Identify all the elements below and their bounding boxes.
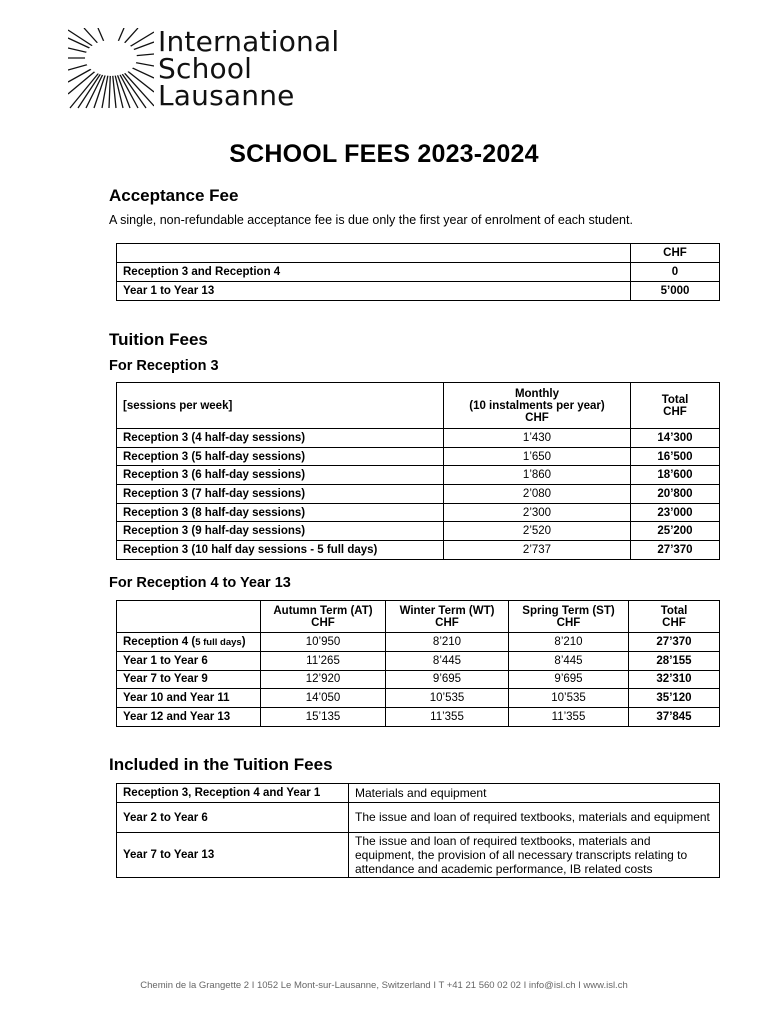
row-total: 37’845 [629, 708, 720, 727]
row-monthly: 2’737 [444, 541, 631, 560]
row-total: 27’370 [631, 541, 720, 560]
row-label: Reception 3 and Reception 4 [117, 263, 631, 282]
row-text: The issue and loan of required textbooks, materials and equipment [349, 803, 720, 833]
row-monthly: 2’080 [444, 485, 631, 504]
table-row [117, 670, 720, 689]
monthly-header [444, 383, 631, 429]
row-total: 18’600 [631, 466, 720, 485]
row-label: Reception 3 (10 half day sessions - 5 full days) [117, 541, 444, 560]
row-label: Year 7 to Year 13 [117, 833, 349, 878]
reception4-heading: For Reception 4 to Year 13 [109, 575, 291, 591]
row-label-main: Reception 4 ( [123, 635, 196, 648]
row-total: 23’000 [631, 503, 720, 522]
row-total: 25’200 [631, 522, 720, 541]
row-autumn: 11’265 [261, 651, 386, 670]
row-label: Year 1 to Year 13 [117, 282, 631, 301]
row-label: Reception 3, Reception 4 and Year 1 [117, 784, 349, 803]
row-label: Reception 3 (5 half-day sessions) [117, 447, 444, 466]
r4-total-header [629, 601, 720, 633]
logo-line-2: School [158, 52, 253, 85]
row-spring: 8’210 [509, 633, 629, 652]
total-header [631, 383, 720, 429]
winter-term-header-line2: CHF [435, 616, 459, 629]
monthly-header-line2: (10 instalments per year) [469, 399, 605, 412]
table-row [117, 263, 720, 282]
row-monthly: 1’860 [444, 466, 631, 485]
spring-term-header [509, 601, 629, 633]
row-total: 27’370 [629, 633, 720, 652]
row-spring: 9’695 [509, 670, 629, 689]
row-label: Year 2 to Year 6 [117, 803, 349, 833]
row-label: Reception 3 (8 half-day sessions) [117, 503, 444, 522]
row-text: The issue and loan of required textbooks, materials and equipment, the provision of all necessary transcripts relating to attendance and academic performance, IB related costs [349, 833, 720, 878]
row-monthly: 1’650 [444, 447, 631, 466]
row-label: Year 12 and Year 13 [117, 708, 261, 727]
logo-wordmark [158, 25, 340, 112]
reception3-table [116, 382, 720, 560]
row-label: Year 10 and Year 11 [117, 689, 261, 708]
acceptance-text: A single, non-refundable acceptance fee is due only the first year of enrolment of each student. [109, 213, 633, 227]
monthly-header-line1: Monthly [514, 387, 560, 400]
row-spring: 8’445 [509, 651, 629, 670]
spring-term-header-line2: CHF [556, 616, 581, 629]
row-total: 20’800 [631, 485, 720, 504]
page-title: SCHOOL FEES 2023-2024 [229, 140, 539, 168]
table-row [117, 447, 720, 466]
school-logo [68, 25, 388, 112]
sunburst-logo-icon [68, 28, 154, 110]
page-footer: Chemin de la Grangette 2 I 1052 Le Mont-sur-Lausanne, Switzerland I T +41 21 560 02 02 I info@isl.ch I www.isl.ch [140, 980, 628, 991]
winter-term-header-line1: Winter Term (WT) [399, 604, 495, 617]
row-winter: 11’355 [386, 708, 509, 727]
row-label: Reception 3 (9 half-day sessions) [117, 522, 444, 541]
logo-line-3: Lausanne [158, 79, 295, 112]
row-value: 5’000 [631, 282, 720, 301]
row-total: 16’500 [631, 447, 720, 466]
row-total: 28’155 [629, 651, 720, 670]
row-total: 32’310 [629, 670, 720, 689]
row-autumn: 12’920 [261, 670, 386, 689]
row-label-end: ) [241, 635, 246, 648]
row-monthly: 1’430 [444, 429, 631, 448]
tuition-heading: Tuition Fees [109, 330, 208, 349]
table-row [117, 429, 720, 448]
row-total: 35’120 [629, 689, 720, 708]
logo-line-1: International [158, 25, 340, 58]
included-table [116, 783, 720, 878]
row-spring: 10’535 [509, 689, 629, 708]
acceptance-header-chf: CHF [631, 244, 720, 263]
row-label-small: 5 full days [195, 636, 242, 648]
table-row [117, 689, 720, 708]
row-monthly: 2’300 [444, 503, 631, 522]
r4-header-empty [117, 601, 261, 633]
acceptance-heading: Acceptance Fee [109, 186, 239, 205]
table-row [117, 784, 720, 803]
monthly-header-line3: CHF [525, 411, 549, 424]
row-winter: 9’695 [386, 670, 509, 689]
table-row [117, 708, 720, 727]
row-label: Reception 3 (6 half-day sessions) [117, 466, 444, 485]
table-row [117, 541, 720, 560]
r4-total-header-line2: CHF [662, 616, 686, 629]
table-row [117, 651, 720, 670]
row-spring: 11’355 [509, 708, 629, 727]
acceptance-table [116, 243, 720, 301]
reception3-heading: For Reception 3 [109, 358, 219, 374]
row-label: Year 1 to Year 6 [117, 651, 261, 670]
table-row [117, 282, 720, 301]
table-row [117, 833, 720, 878]
row-autumn: 15’135 [261, 708, 386, 727]
row-label [117, 633, 261, 652]
sessions-header: [sessions per week] [117, 383, 444, 429]
row-total: 14’300 [631, 429, 720, 448]
row-label: Year 7 to Year 9 [117, 670, 261, 689]
autumn-term-header-line2: CHF [311, 616, 335, 629]
row-winter: 8’445 [386, 651, 509, 670]
row-winter: 8’210 [386, 633, 509, 652]
winter-term-header [386, 601, 509, 633]
table-row [117, 485, 720, 504]
row-label: Reception 3 (4 half-day sessions) [117, 429, 444, 448]
row-monthly: 2’520 [444, 522, 631, 541]
table-row [117, 522, 720, 541]
acceptance-header-empty [117, 244, 631, 263]
table-row [117, 633, 720, 652]
row-label: Reception 3 (7 half-day sessions) [117, 485, 444, 504]
autumn-term-header-line1: Autumn Term (AT) [273, 604, 373, 617]
row-autumn: 14’050 [261, 689, 386, 708]
r4-total-header-line1: Total [660, 604, 688, 617]
row-autumn: 10’950 [261, 633, 386, 652]
table-row [117, 503, 720, 522]
total-header-line2: CHF [663, 405, 687, 418]
reception4-table [116, 600, 720, 727]
table-row [117, 466, 720, 485]
row-text: Materials and equipment [349, 784, 720, 803]
row-winter: 10’535 [386, 689, 509, 708]
table-row [117, 803, 720, 833]
autumn-term-header [261, 601, 386, 633]
total-header-line1: Total [661, 393, 689, 406]
row-value: 0 [631, 263, 720, 282]
spring-term-header-line1: Spring Term (ST) [522, 604, 615, 617]
included-heading: Included in the Tuition Fees [109, 755, 333, 774]
